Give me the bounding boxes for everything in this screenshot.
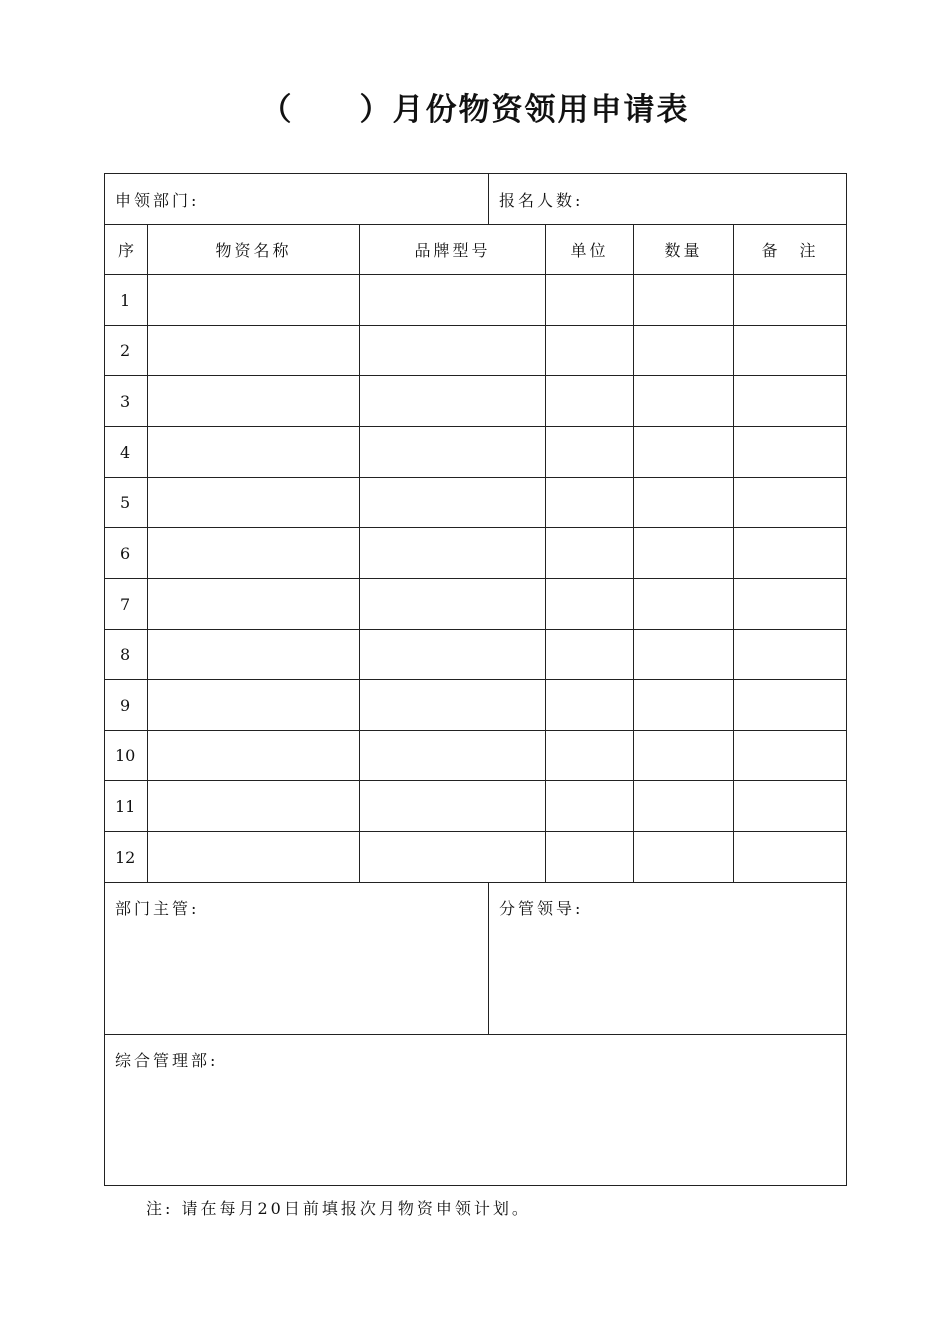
qty-cell[interactable]: [634, 376, 734, 427]
leader-label: 分管领导:: [499, 899, 584, 918]
unit-cell[interactable]: [546, 630, 634, 680]
model-cell[interactable]: [360, 781, 546, 832]
qty-cell[interactable]: [634, 579, 734, 630]
unit-cell[interactable]: [546, 275, 634, 326]
table-row: [105, 832, 847, 883]
qty-cell[interactable]: [634, 680, 734, 731]
applicants-label: 报名人数:: [499, 190, 584, 210]
unit-cell[interactable]: [546, 579, 634, 630]
header-row: [105, 225, 847, 275]
qty-cell[interactable]: [634, 731, 734, 781]
table-row: [105, 275, 847, 326]
item-name-cell[interactable]: [148, 579, 360, 630]
col-header-name: 物资名称: [148, 225, 360, 275]
col-header-seq: 序: [105, 225, 148, 275]
col-header-qty: 数量: [634, 225, 734, 275]
item-name-cell[interactable]: [148, 478, 360, 528]
row-number: 10: [105, 731, 148, 781]
item-name-cell[interactable]: [148, 275, 360, 326]
footnote: 注: 请在每月20日前填报次月物资申领计划。: [146, 1199, 531, 1218]
unit-cell[interactable]: [546, 427, 634, 478]
dept-manager-label: 部门主管:: [115, 899, 200, 918]
remark-cell[interactable]: [734, 528, 847, 579]
qty-cell[interactable]: [634, 478, 734, 528]
requisition-form-table: [104, 173, 847, 1186]
model-cell[interactable]: [360, 478, 546, 528]
col-header-remark: 备 注: [734, 225, 847, 275]
row-number: 5: [105, 478, 148, 528]
item-name-cell[interactable]: [148, 528, 360, 579]
col-header-model: 品牌型号: [360, 225, 546, 275]
col-header-unit: 单位: [546, 225, 634, 275]
remark-cell[interactable]: [734, 832, 847, 883]
model-cell[interactable]: [360, 275, 546, 326]
remark-cell[interactable]: [734, 376, 847, 427]
table-row: [105, 579, 847, 630]
remark-cell[interactable]: [734, 579, 847, 630]
row-number: 2: [105, 326, 148, 376]
model-cell[interactable]: [360, 630, 546, 680]
remark-cell[interactable]: [734, 630, 847, 680]
qty-cell[interactable]: [634, 781, 734, 832]
unit-cell[interactable]: [546, 832, 634, 883]
row-number: 6: [105, 528, 148, 579]
row-number: 4: [105, 427, 148, 478]
unit-cell[interactable]: [546, 731, 634, 781]
remark-cell[interactable]: [734, 680, 847, 731]
row-number: 8: [105, 630, 148, 680]
table-row: [105, 630, 847, 680]
unit-cell[interactable]: [546, 376, 634, 427]
table-row: [105, 680, 847, 731]
unit-cell[interactable]: [546, 680, 634, 731]
item-name-cell[interactable]: [148, 630, 360, 680]
qty-cell[interactable]: [634, 630, 734, 680]
item-name-cell[interactable]: [148, 326, 360, 376]
remark-cell[interactable]: [734, 781, 847, 832]
dept-manager-field[interactable]: [105, 883, 489, 1035]
model-cell[interactable]: [360, 376, 546, 427]
item-name-cell[interactable]: [148, 376, 360, 427]
qty-cell[interactable]: [634, 326, 734, 376]
row-number: 12: [105, 832, 148, 883]
qty-cell[interactable]: [634, 528, 734, 579]
row-number: 9: [105, 680, 148, 731]
qty-cell[interactable]: [634, 427, 734, 478]
model-cell[interactable]: [360, 326, 546, 376]
remark-cell[interactable]: [734, 731, 847, 781]
item-name-cell[interactable]: [148, 427, 360, 478]
row-number: 3: [105, 376, 148, 427]
unit-cell[interactable]: [546, 326, 634, 376]
row-number: 11: [105, 781, 148, 832]
unit-cell[interactable]: [546, 528, 634, 579]
dept-field[interactable]: [105, 174, 489, 225]
table-row: [105, 326, 847, 376]
remark-cell[interactable]: [734, 326, 847, 376]
leader-field[interactable]: [489, 883, 847, 1035]
table-row: [105, 427, 847, 478]
table-row: [105, 478, 847, 528]
qty-cell[interactable]: [634, 275, 734, 326]
form-title: （ ）月份物资领用申请表: [260, 92, 690, 128]
unit-cell[interactable]: [546, 478, 634, 528]
model-cell[interactable]: [360, 832, 546, 883]
item-name-cell[interactable]: [148, 832, 360, 883]
dept-label: 申领部门:: [115, 190, 200, 210]
table-row: [105, 376, 847, 427]
model-cell[interactable]: [360, 731, 546, 781]
row-number: 7: [105, 579, 148, 630]
unit-cell[interactable]: [546, 781, 634, 832]
model-cell[interactable]: [360, 579, 546, 630]
table-row: [105, 781, 847, 832]
item-name-cell[interactable]: [148, 680, 360, 731]
model-cell[interactable]: [360, 427, 546, 478]
item-name-cell[interactable]: [148, 781, 360, 832]
remark-cell[interactable]: [734, 478, 847, 528]
admin-dept-field[interactable]: [105, 1035, 847, 1186]
model-cell[interactable]: [360, 680, 546, 731]
admin-dept-label: 综合管理部:: [115, 1051, 219, 1070]
row-number: 1: [105, 275, 148, 326]
item-name-cell[interactable]: [148, 731, 360, 781]
applicants-field[interactable]: [489, 174, 847, 225]
model-cell[interactable]: [360, 528, 546, 579]
qty-cell[interactable]: [634, 832, 734, 883]
remark-cell[interactable]: [734, 427, 847, 478]
table-row: [105, 528, 847, 579]
remark-cell[interactable]: [734, 275, 847, 326]
table-row: [105, 731, 847, 781]
